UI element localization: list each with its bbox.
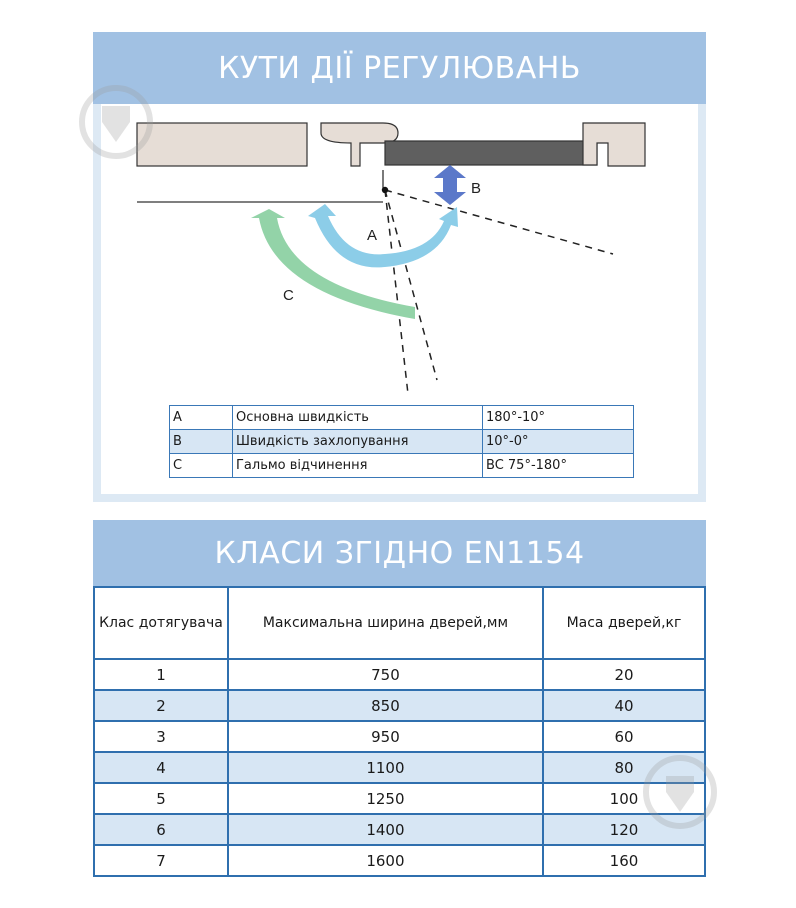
legend-name: Швидкість захлопування [233, 430, 483, 454]
table-row [94, 659, 705, 690]
table-row [94, 783, 705, 814]
cell-mass: 20 [543, 659, 705, 690]
cell-width: 850 [228, 690, 543, 721]
cell-class: 3 [94, 721, 228, 752]
cell-width: 1600 [228, 845, 543, 876]
label-b: B [471, 180, 482, 197]
legend-name: Гальмо відчинення [233, 454, 483, 478]
header-width: Максимальна ширина дверей,мм [228, 587, 543, 659]
cell-mass: 80 [543, 752, 705, 783]
closer-classes-table [93, 586, 706, 877]
label-c: C [283, 287, 294, 304]
legend-row [170, 454, 634, 478]
header-class: Клас дотягувача [94, 587, 228, 659]
legend-row [170, 430, 634, 454]
cell-class: 1 [94, 659, 228, 690]
cell-mass: 100 [543, 783, 705, 814]
cell-class: 4 [94, 752, 228, 783]
door-leaf [385, 141, 597, 165]
legend-code: C [170, 454, 233, 478]
cell-width: 950 [228, 721, 543, 752]
table-row [94, 721, 705, 752]
cell-mass: 160 [543, 845, 705, 876]
legend-row [170, 406, 634, 430]
angle-line-10 [385, 190, 613, 254]
hinge-point [382, 187, 388, 193]
legend-code: B [170, 430, 233, 454]
legend-range: 10°-0° [483, 430, 634, 454]
adjustment-legend-table [169, 405, 634, 478]
table-header-row [94, 587, 705, 659]
legend-name: Основна швидкість [233, 406, 483, 430]
cell-mass: 120 [543, 814, 705, 845]
header-mass: Маса дверей,кг [543, 587, 705, 659]
cell-width: 1100 [228, 752, 543, 783]
legend-range: 180°-10° [483, 406, 634, 430]
table-row [94, 814, 705, 845]
cell-class: 6 [94, 814, 228, 845]
label-a: A [367, 227, 378, 244]
cell-width: 1250 [228, 783, 543, 814]
legend-range: BC 75°-180° [483, 454, 634, 478]
cell-class: 5 [94, 783, 228, 814]
classes-title: КЛАСИ ЗГІДНО EN1154 [93, 520, 706, 586]
angle-line-75b [385, 190, 437, 380]
arrow-b [434, 165, 466, 205]
table-row [94, 845, 705, 876]
classes-panel [93, 520, 706, 870]
legend-code: A [170, 406, 233, 430]
cell-mass: 60 [543, 721, 705, 752]
cell-width: 750 [228, 659, 543, 690]
right-frame-block [583, 123, 645, 166]
table-row [94, 752, 705, 783]
watermark-logo-icon [76, 82, 156, 162]
adjustment-angles-title: КУТИ ДІЇ РЕГУЛЮВАНЬ [93, 32, 706, 104]
angle-line-75a [385, 190, 408, 394]
cell-mass: 40 [543, 690, 705, 721]
cell-class: 7 [94, 845, 228, 876]
cell-width: 1400 [228, 814, 543, 845]
cell-class: 2 [94, 690, 228, 721]
table-row [94, 690, 705, 721]
arrow-a [308, 204, 458, 267]
watermark-logo-icon [640, 752, 720, 832]
left-frame-block [137, 123, 307, 166]
